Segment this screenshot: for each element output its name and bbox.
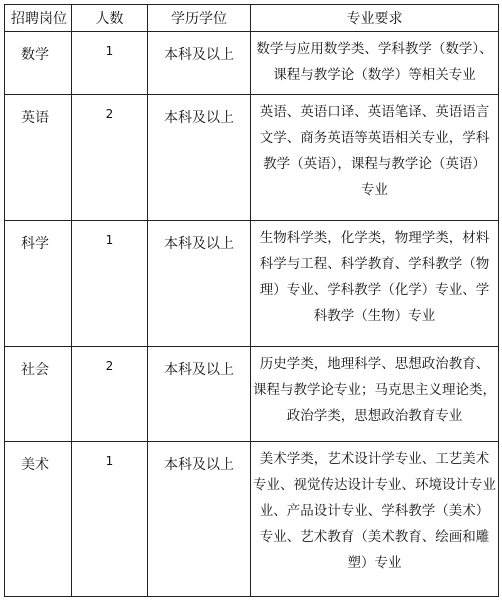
requirement-line: 科学与工程、科学教育、学科教学（物 xyxy=(259,256,490,272)
header-degree: 学历学位 xyxy=(148,5,251,32)
count-cell: 2 xyxy=(72,95,148,221)
count-cell: 1 xyxy=(72,221,148,347)
table-row xyxy=(5,95,499,221)
table-row xyxy=(5,347,499,442)
requirement-line: 美术学类，艺术设计学专业、工艺美术 xyxy=(259,451,490,467)
requirement-line: 专业、艺术教育（美术教育、绘画和雕 xyxy=(259,529,490,545)
position-cell: 美术 xyxy=(5,442,72,597)
degree-cell: 本科及以上 xyxy=(148,32,251,95)
requirement-line: 专业 xyxy=(361,182,388,198)
table-row xyxy=(5,442,499,597)
degree-cell: 本科及以上 xyxy=(148,442,251,597)
requirement-cell xyxy=(251,442,499,597)
recruitment-table xyxy=(4,4,499,597)
degree-cell: 本科及以上 xyxy=(148,95,251,221)
requirement-line: 科教学（生物）专业 xyxy=(313,308,436,324)
position-cell: 社会 xyxy=(5,347,72,442)
count-cell: 2 xyxy=(72,347,148,442)
table-row xyxy=(5,221,499,347)
requirement-line: 政治学类，思想政治教育专业 xyxy=(286,408,463,424)
header-requirement: 专业要求 xyxy=(251,5,499,32)
requirement-cell xyxy=(251,221,499,347)
position-cell: 数学 xyxy=(5,32,72,95)
position-cell: 英语 xyxy=(5,95,72,221)
requirement-line: 塑）专业 xyxy=(347,555,402,571)
table-row xyxy=(5,32,499,95)
requirement-line: 教学（英语），课程与教学论（英语） xyxy=(263,156,486,172)
count-cell: 1 xyxy=(72,32,148,95)
requirement-cell xyxy=(251,95,499,221)
requirement-cell xyxy=(251,347,499,442)
requirement-line: 数学与应用数学类、学科教学（数学）、 xyxy=(256,41,493,57)
requirement-line: 课程与教学论专业；马克思主义理论类， xyxy=(253,382,496,398)
degree-cell: 本科及以上 xyxy=(148,221,251,347)
requirement-line: 历史学类，地理科学、思想政治教育、 xyxy=(259,356,490,372)
requirement-line: 理）专业、学科教学（化学）专业、学 xyxy=(259,282,490,298)
requirement-line: 英语、英语口译、英语笔译、英语语言 xyxy=(259,104,490,120)
requirement-line: 课程与教学论（数学）等相关专业 xyxy=(273,67,476,83)
header-count: 人数 xyxy=(72,5,148,32)
count-cell: 1 xyxy=(72,442,148,597)
requirement-line: 生物科学类，化学类，物理学类，材料 xyxy=(259,230,490,246)
requirement-cell xyxy=(251,32,499,95)
degree-cell: 本科及以上 xyxy=(148,347,251,442)
requirement-line: 文学、商务英语等英语相关专业，学科 xyxy=(259,130,490,146)
requirement-line: 专业、视觉传达设计专业、环境设计专业 xyxy=(253,477,496,493)
position-cell: 科学 xyxy=(5,221,72,347)
header-position: 招聘岗位 xyxy=(5,5,72,32)
requirement-line: 业、产品设计专业、学科教学（美术） xyxy=(259,503,490,519)
table-header-row xyxy=(5,5,499,32)
